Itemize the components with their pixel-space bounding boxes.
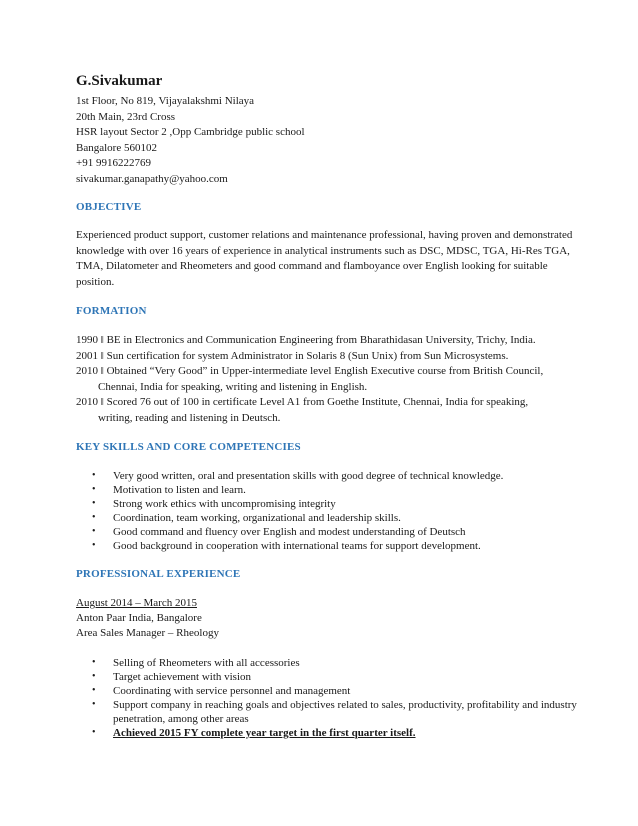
list-item [92, 670, 578, 684]
address-line-2: 20th Main, 23rd Cross [76, 110, 175, 123]
skills-list [76, 469, 578, 553]
list-item [92, 497, 578, 511]
bullet-icon: • [92, 470, 96, 481]
bullet-icon: • [92, 727, 96, 738]
bullet-icon: • [92, 484, 96, 495]
bullet-icon: • [92, 699, 96, 710]
bullet-icon: • [92, 671, 96, 682]
bullet-icon: • [92, 498, 96, 509]
formation-text: BE in Electronics and Communication Engineering from Bharathidasan University, Trichy, India. [106, 334, 536, 346]
email-address: sivakumar.ganapathy@yahoo.com [76, 172, 228, 185]
list-item [92, 511, 578, 525]
formation-text: Obtained “Very Good” in Upper-intermediate level English Executive course from British Council, [106, 365, 544, 377]
formation-year: 2010 ǁ [76, 365, 107, 377]
job-period: August 2014 – March 2015 [76, 597, 197, 609]
skill-text: Very good written, oral and presentation skills with good degree of technical knowledge. [113, 470, 504, 482]
experience-heading: PROFESSIONAL EXPERIENCE [76, 568, 241, 580]
formation-entry [76, 333, 578, 349]
formation-text: Scored 76 out of 100 in certificate Level A1 from Goethe Institute, Chennai, India for speaking, [106, 396, 529, 408]
address-block [76, 94, 578, 187]
formation-year: 1990 ǁ [76, 334, 107, 346]
objective-text: Experienced product support, customer relations and maintenance professional, having proven and demonstrated knowledge with over 16 years of experience in analytical instruments such as DSC, MDSC, TGA, Hi-Res TGA, TMA, Dilatometer and Rheometers and good command and flamboyance over English looking for suitable position. [76, 229, 573, 288]
list-item [92, 539, 578, 553]
job-role: Area Sales Manager – Rheology [76, 627, 219, 639]
list-item [92, 698, 578, 726]
skill-text: Strong work ethics with uncompromising integrity [113, 498, 336, 510]
formation-year: 2010 ǁ [76, 396, 107, 408]
skill-text: Good command and fluency over English and modest understanding of Deutsch [113, 526, 466, 538]
duty-text: Coordinating with service personnel and management [113, 685, 351, 697]
skill-text: Coordination, team working, organizational and leadership skills. [113, 512, 401, 524]
formation-text-continued: Chennai, India for speaking, writing and listening in English. [98, 380, 368, 393]
achievement-text: Achieved 2015 FY complete year target in the first quarter itself. [113, 727, 416, 739]
objective-heading: OBJECTIVE [76, 201, 142, 213]
list-item [92, 684, 578, 698]
list-item [92, 483, 578, 497]
skill-text: Motivation to listen and learn. [113, 484, 246, 496]
list-item [92, 469, 578, 483]
duty-text: Target achievement with vision [113, 671, 252, 683]
formation-list [76, 333, 578, 426]
address-line-1: 1st Floor, No 819, Vijayalakshmi Nilaya [76, 95, 255, 107]
bullet-icon: • [92, 540, 96, 551]
formation-entry [76, 349, 578, 365]
bullet-icon: • [92, 526, 96, 537]
bullet-icon: • [92, 657, 96, 668]
list-item [92, 656, 578, 670]
formation-text-continued: writing, reading and listening in Deutsch. [98, 411, 281, 424]
bullet-icon: • [92, 685, 96, 696]
formation-entry [76, 395, 578, 426]
duty-text: Support company in reaching goals and objectives related to sales, productivity, profitability and industry penetration, among other areas [113, 699, 577, 725]
formation-year: 2001 ǁ [76, 349, 107, 362]
job-duties-list [76, 656, 578, 740]
job-header [76, 596, 578, 641]
list-item [92, 525, 578, 539]
bullet-icon: • [92, 512, 96, 523]
skill-text: Good background in cooperation with international teams for support development. [113, 540, 481, 552]
formation-heading: FORMATION [76, 305, 147, 317]
address-line-3: HSR layout Sector 2 ,Opp Cambridge public school [76, 126, 305, 138]
formation-text: Sun certification for system Administrator in Solaris 8 (Sun Unix) from Sun Microsystems. [106, 349, 509, 362]
formation-entry [76, 364, 578, 395]
skills-heading: KEY SKILLS AND CORE COMPETENCIES [76, 441, 301, 453]
phone-number: +91 9916222769 [76, 157, 151, 169]
address-city: Bangalore 560102 [76, 141, 157, 154]
candidate-name: G.Sivakumar [76, 73, 163, 89]
duty-text: Selling of Rheometers with all accessories [113, 657, 300, 669]
job-company: Anton Paar India, Bangalore [76, 612, 202, 624]
list-item [92, 726, 578, 740]
